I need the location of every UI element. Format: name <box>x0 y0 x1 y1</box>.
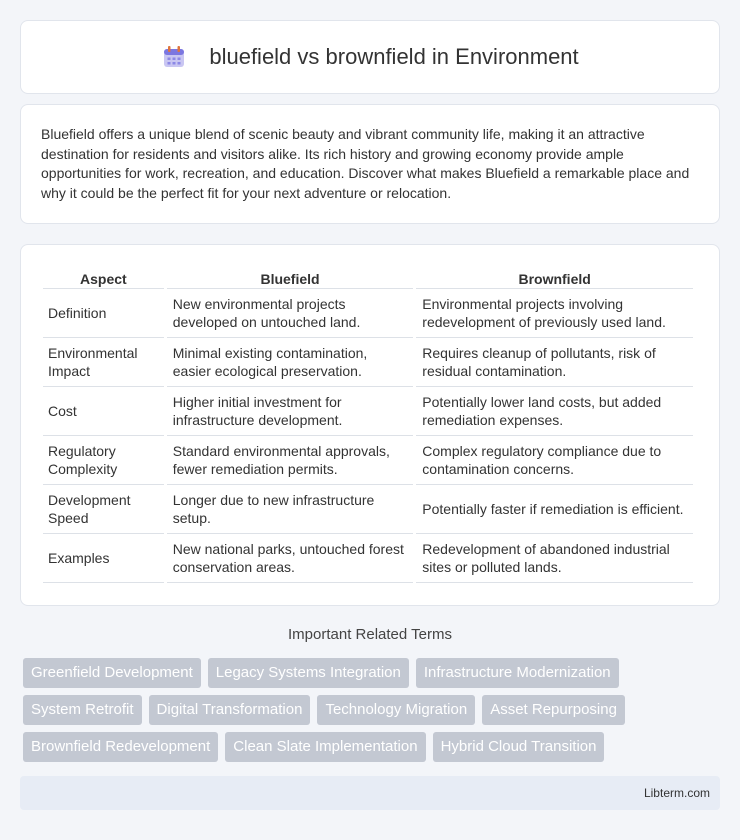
cell-aspect: Development Speed <box>43 485 164 534</box>
footer <box>20 776 720 810</box>
cell-aspect: Cost <box>43 387 164 436</box>
related-term-tag[interactable]: Technology Migration <box>317 695 475 725</box>
comparison-table <box>40 265 696 583</box>
related-term-tag[interactable]: Legacy Systems Integration <box>208 658 409 688</box>
header-aspect: Aspect <box>43 265 164 289</box>
table-row <box>43 387 693 436</box>
cell-aspect: Regulatory Complexity <box>43 436 164 485</box>
related-term-tag[interactable]: Asset Repurposing <box>482 695 625 725</box>
cell-bluefield: New national parks, untouched forest conservation areas. <box>167 534 414 583</box>
cell-aspect: Examples <box>43 534 164 583</box>
cell-aspect: Definition <box>43 289 164 338</box>
comparison-card <box>20 244 720 606</box>
table-header-row <box>43 265 693 289</box>
cell-bluefield: Higher initial investment for infrastructure development. <box>167 387 414 436</box>
table-row <box>43 534 693 583</box>
related-term-tag[interactable]: Clean Slate Implementation <box>225 732 425 762</box>
cell-brownfield: Environmental projects involving redevelopment of previously used land. <box>416 289 693 338</box>
cell-bluefield: Longer due to new infrastructure setup. <box>167 485 414 534</box>
cell-brownfield: Potentially lower land costs, but added remediation expenses. <box>416 387 693 436</box>
related-term-tag[interactable]: Brownfield Redevelopment <box>23 732 218 762</box>
related-term-tag[interactable]: Greenfield Development <box>23 658 201 688</box>
cell-aspect: Environmental Impact <box>43 338 164 387</box>
cell-bluefield: Minimal existing contamination, easier ecological preservation. <box>167 338 414 387</box>
table-row <box>43 485 693 534</box>
tag-row <box>23 658 723 688</box>
cell-brownfield: Complex regulatory compliance due to contamination concerns. <box>416 436 693 485</box>
header-brownfield: Brownfield <box>416 265 693 289</box>
cell-brownfield: Redevelopment of abandoned industrial sites or polluted lands. <box>416 534 693 583</box>
header-bluefield: Bluefield <box>167 265 414 289</box>
cell-brownfield: Requires cleanup of pollutants, risk of residual contamination. <box>416 338 693 387</box>
related-term-tag[interactable]: Hybrid Cloud Transition <box>433 732 605 762</box>
related-terms-title: Important Related Terms <box>288 626 452 643</box>
related-term-tag[interactable]: Digital Transformation <box>149 695 311 725</box>
cell-brownfield: Potentially faster if remediation is efficient. <box>416 485 693 534</box>
header-card <box>20 20 720 94</box>
calendar-icon <box>161 44 187 70</box>
intro-text: Bluefield offers a unique blend of scenic beauty and vibrant community life, making it an attractive destination for residents and visitors alike. Its rich history and growing economy provide ample opportunities for work, recreation, and education. Discover what makes Bluefield a remarkable place and why it could be the perfect fit for your next adventure or relocation. <box>41 126 690 201</box>
intro-card <box>20 104 720 224</box>
cell-bluefield: Standard environmental approvals, fewer remediation permits. <box>167 436 414 485</box>
tag-row <box>23 732 723 762</box>
related-terms <box>23 658 723 769</box>
cell-bluefield: New environmental projects developed on untouched land. <box>167 289 414 338</box>
related-term-tag[interactable]: System Retrofit <box>23 695 142 725</box>
related-term-tag[interactable]: Infrastructure Modernization <box>416 658 619 688</box>
table-row <box>43 289 693 338</box>
table-row <box>43 436 693 485</box>
tag-row <box>23 695 723 725</box>
page-title: bluefield vs brownfield in Environment <box>209 44 579 69</box>
table-row <box>43 338 693 387</box>
footer-site-link[interactable]: Libterm.com <box>643 786 710 800</box>
